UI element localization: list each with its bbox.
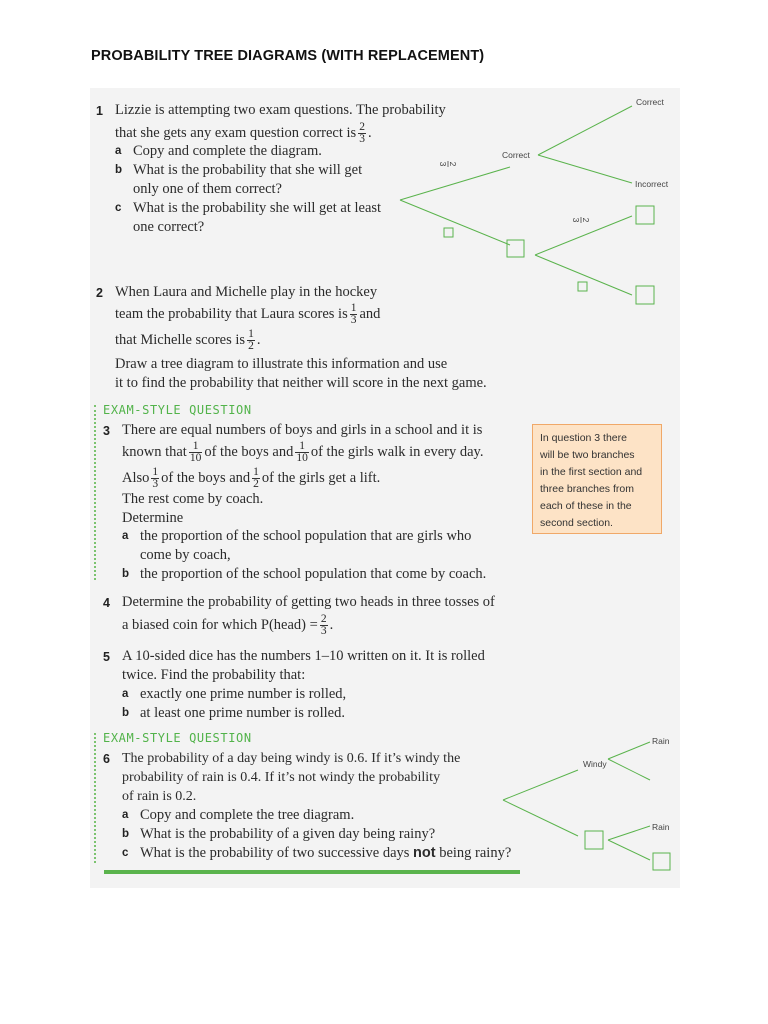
q1-a-label: a: [115, 145, 122, 157]
q2-number: 2: [96, 286, 103, 300]
q1-frac-num: 2: [359, 121, 365, 133]
q1-b-line2: only one of them correct?: [133, 181, 282, 197]
q6-b-label: b: [122, 828, 130, 840]
tree2-branch-not-windy: [503, 800, 578, 836]
q3-lgn: 1: [253, 466, 259, 478]
tree2-branch-notwindy-norain: [608, 840, 650, 860]
q4-number: 4: [103, 596, 110, 610]
q3-a-label: a: [122, 530, 129, 542]
q6-c-pre: What is the probability of two successive days: [140, 845, 410, 861]
q6-number: 6: [103, 752, 110, 766]
tree1-branches: [400, 106, 632, 295]
q2-line1: When Laura and Michelle play in the hockey: [115, 284, 378, 300]
q6-line2: probability of rain is 0.4. If it’s not windy the probability: [122, 770, 441, 785]
q6-line3: of rain is 0.2.: [122, 789, 197, 804]
tree1-prob-fraction-2: [571, 217, 591, 223]
q6-c-post: being rainy?: [439, 845, 512, 861]
q1-line1: Lizzie is attempting two exam questions. The probability: [115, 102, 446, 118]
q4-fd: 3: [320, 625, 327, 637]
q5-b-label: b: [122, 707, 130, 719]
q2-line5: it to find the probability that neither will score in the next game.: [115, 375, 487, 391]
q6-c-bold: not: [413, 845, 436, 861]
q3-of-boys2: of the boys and: [161, 469, 251, 486]
tree2-label-rain-top: Rain: [652, 736, 670, 746]
tree1-outcome-box-2: [636, 206, 654, 224]
q3-gd: 10: [296, 452, 308, 464]
tree2-branches: [503, 742, 650, 860]
q5-line1: A 10-sided dice has the numbers 1–10 written on it. It is rolled: [122, 648, 485, 664]
tree1-label-incorrect: Incorrect: [635, 179, 669, 189]
q6-c-label: c: [122, 847, 129, 859]
tree2-branch-windy-rain: [608, 742, 650, 759]
tree1-prob2-num: 2: [581, 217, 591, 223]
q1-line2-text: that she gets any exam question correct is: [115, 124, 357, 141]
tree2-label-rain-bottom: Rain: [652, 822, 670, 832]
tree1-branch-correct: [400, 167, 510, 200]
tree1-outcome-box-1: [507, 240, 524, 257]
q6-a-text: Copy and complete the tree diagram.: [140, 807, 355, 823]
q2-line4: Draw a tree diagram to illustrate this information and use: [115, 356, 448, 372]
q1-line2: that she gets any exam question correct is $\frac{2}{3}$ .: [115, 121, 372, 145]
tree2-outcome-box-1: [585, 831, 603, 849]
q6-b-text: What is the probability of a given day being rainy?: [140, 826, 436, 842]
q2-line3-text: that Michelle scores is: [115, 331, 246, 348]
q2-m-num: 1: [248, 328, 254, 340]
tree2-boxes: [585, 831, 670, 870]
tree1-branch-correct-correct: [538, 106, 632, 155]
q5-a-label: a: [122, 688, 129, 700]
q3-known: known that: [122, 443, 187, 460]
q2-and: and: [359, 305, 381, 322]
tree1-prob-fraction-1: [438, 161, 458, 167]
tree2-branch-windy: [503, 770, 578, 800]
q4-line1: Determine the probability of getting two heads in three tosses of: [122, 594, 495, 610]
tree1-prob2-den: 3: [571, 217, 581, 223]
q5-a-text: exactly one prime number is rolled,: [140, 686, 347, 702]
tree2-outcome-box-2: [653, 853, 670, 870]
tree1-prob-box-1: [444, 228, 453, 237]
q2-l-num: 1: [350, 302, 357, 314]
tree1-prob-num: 2: [448, 161, 458, 167]
q5-b-text: at least one prime number is rolled.: [140, 705, 345, 721]
tree2-branch-notwindy-rain: [608, 826, 650, 840]
q3-number: 3: [103, 424, 110, 438]
q2-line3: that Michelle scores is $\frac{1}{2}$ .: [115, 328, 261, 352]
q4-line2: a biased coin for which P(head) = $\frac{2}{3}$ .: [122, 613, 334, 637]
q4-line2-text: a biased coin for which P(head) =: [122, 616, 318, 633]
tree1-label-correct: Correct: [502, 150, 530, 160]
q2-line2-text: team the probability that Laura scores is: [115, 305, 348, 322]
exam-style-heading-q6: EXAM-STYLE QUESTION: [103, 731, 252, 745]
q1-c-line2: one correct?: [133, 219, 205, 235]
q6-a-label: a: [122, 809, 129, 821]
tree1-label-correct-top: Correct: [636, 97, 664, 107]
q3-of-girls: of the girls walk in every day.: [310, 443, 484, 460]
q3-a-line1: the proportion of the school population that are girls who: [140, 528, 472, 544]
tree1-branch-incorrect: [400, 200, 510, 245]
q3-bd: 10: [189, 452, 202, 464]
tree1-branch-correct-incorrect: [538, 155, 632, 183]
q3-b-label: b: [122, 568, 130, 580]
q1-b-label: b: [115, 164, 123, 176]
q1-a-text: Copy and complete the diagram.: [133, 143, 322, 159]
tree2-label-windy: Windy: [583, 759, 607, 769]
hint-note-box: In question 3 there will be two branches in the first section and three branches from each of these in the second section.: [532, 424, 662, 534]
q5-line2: twice. Find the probability that:: [122, 667, 306, 683]
tree1-boxes: [444, 206, 654, 304]
q2-m-den: 2: [248, 340, 254, 352]
tree1-outcome-box-3: [636, 286, 654, 304]
tree1-prob-den: 3: [438, 161, 448, 167]
q5-number: 5: [103, 650, 110, 664]
q4-fn: 2: [320, 613, 327, 625]
q2-l-den: 3: [350, 314, 357, 326]
q3-lift: of the girls get a lift.: [261, 469, 381, 486]
q1-b-line1: What is the probability that she will get: [133, 162, 363, 178]
q3-b-text: the proportion of the school population that come by coach.: [140, 566, 487, 582]
q3-gn: 1: [295, 441, 309, 453]
q1-number: 1: [96, 104, 103, 118]
q3-bn: 1: [189, 441, 203, 453]
q3-rest: The rest come by coach.: [122, 491, 264, 507]
tree2-branch-windy-norain: [608, 759, 650, 780]
q3-determine: Determine: [122, 510, 184, 526]
q3-of-boys: of the boys and: [204, 443, 294, 460]
q1-c-label: c: [115, 202, 122, 214]
q3-lbd: 3: [152, 478, 159, 490]
q3-lgd: 2: [253, 478, 259, 490]
q6-line1: The probability of a day being windy is 0.6. If it’s windy the: [122, 751, 461, 766]
q3-a-line2: come by coach,: [140, 547, 231, 563]
q3-line1: There are equal numbers of boys and girls in a school and it is: [122, 422, 483, 438]
tree1-prob-box-2: [578, 282, 587, 291]
q1-c-line1: What is the probability she will get at least: [133, 200, 382, 216]
q3-also: Also: [122, 469, 150, 486]
page-title: PROBABILITY TREE DIAGRAMS (WITH REPLACEMENT): [91, 48, 485, 64]
q3-lbn: 1: [152, 466, 159, 478]
exam-style-heading-q3: EXAM-STYLE QUESTION: [103, 403, 252, 417]
tree1-branch-incorrect-2: [535, 255, 632, 295]
q1-frac-den: 3: [359, 133, 365, 145]
